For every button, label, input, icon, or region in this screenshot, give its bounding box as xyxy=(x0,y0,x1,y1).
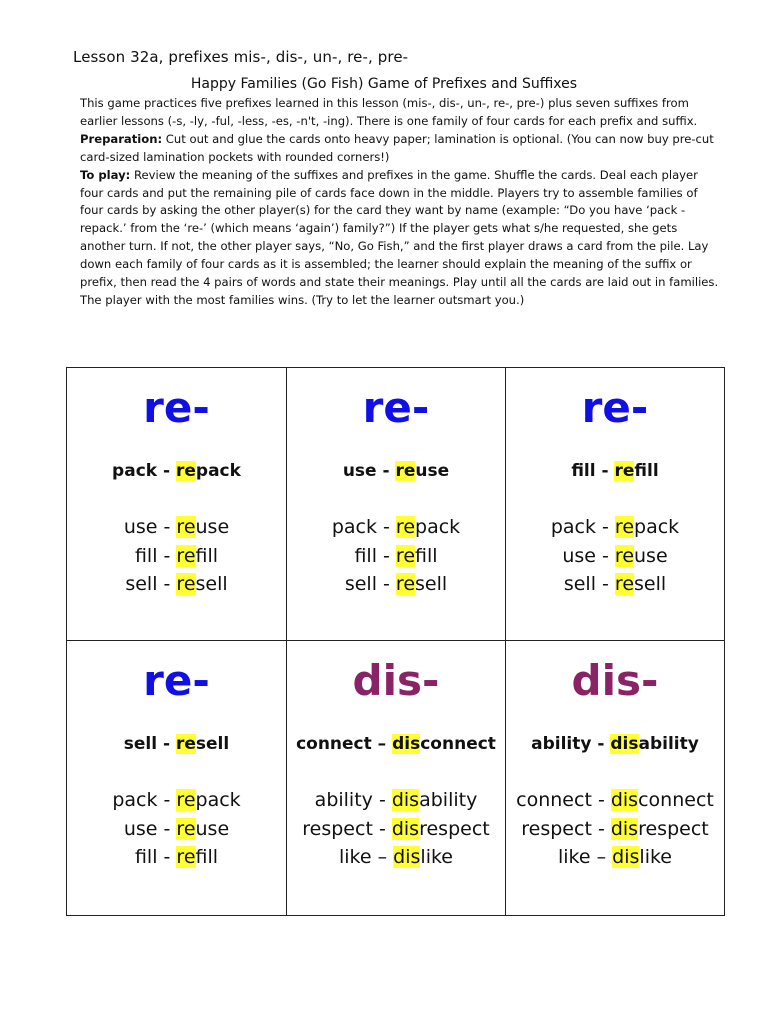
prefix-highlight: dis xyxy=(610,734,639,754)
prefix-highlight: dis xyxy=(391,817,420,840)
card-re-use xyxy=(287,368,506,641)
prefix-highlight: dis xyxy=(610,817,639,840)
card-pair: pack - repack xyxy=(331,516,461,538)
prefix-highlight: re xyxy=(176,789,196,811)
prefix-highlight: re xyxy=(176,846,196,868)
card-grid xyxy=(66,367,725,916)
card-pair: connect - disconnect xyxy=(516,789,714,811)
prefix-highlight: re xyxy=(395,573,416,595)
card-prefix: re- xyxy=(581,383,649,432)
to-play-paragraph xyxy=(80,167,720,310)
card-pair-list xyxy=(506,786,724,872)
card-pair: sell - resell xyxy=(344,573,448,595)
card-pair-list xyxy=(67,513,286,599)
prefix-highlight: re xyxy=(176,817,196,840)
card-pair: sell - resell xyxy=(563,573,667,595)
card-dis-ability xyxy=(506,641,724,915)
card-main-pair: ability - disability xyxy=(531,734,699,754)
card-re-fill xyxy=(506,368,724,641)
prefix-highlight: dis xyxy=(612,846,640,868)
lesson-title: Lesson 32a, prefixes mis-, dis-, un-, re-, pre- xyxy=(73,48,409,66)
card-pair: fill - refill xyxy=(134,544,219,567)
card-main-pair: fill - refill xyxy=(571,461,659,481)
prefix-highlight: re xyxy=(175,461,196,481)
prefix-highlight: re xyxy=(614,516,635,538)
card-prefix: dis- xyxy=(571,656,659,705)
to-play-text: Review the meaning of the suffixes and prefixes in the game. Shuffle the cards. Deal each player four cards and put the remaining pile of cards face down in the middle. Players try to assemble families of four cards by asking the other player(s) for the card they want by name (example: “Do you have ‘pack - repack.’ from the ‘re-’ (which means ‘again’) family?”) If the player gets what s/he requested, she gets another turn. If not, the other player says, “No, Go Fish,” and the first player draws a card from the pile. Lay down each family of four cards as it is assembled; the learner should explain the meaning of the suffix or prefix, then read the 4 pairs of words and state their meanings. Play until all the cards are laid out in families. The player with the most families wins. (Try to let the learner outsmart you.) xyxy=(80,167,719,307)
card-prefix: re- xyxy=(143,383,210,432)
prefix-highlight: dis xyxy=(392,734,421,754)
card-re-pack xyxy=(67,368,287,641)
card-main-pair: pack - repack xyxy=(112,461,241,481)
prefix-highlight: dis xyxy=(391,789,420,811)
card-pair: use - reuse xyxy=(123,516,230,538)
preparation-paragraph xyxy=(80,131,720,167)
prefix-highlight: re xyxy=(176,573,196,595)
card-pair: fill - refill xyxy=(134,846,219,868)
card-pair: use - reuse xyxy=(562,544,668,567)
preparation-label: Preparation: xyxy=(80,131,163,146)
to-play-label: To play: xyxy=(80,167,131,182)
card-prefix: re- xyxy=(362,383,430,432)
card-pair: pack - repack xyxy=(112,789,241,811)
card-pair: like – dislike xyxy=(339,846,453,868)
card-pair-list xyxy=(287,513,505,599)
prefix-highlight: re xyxy=(614,573,635,595)
card-pair: respect - disrespect xyxy=(302,817,490,840)
card-pair-list xyxy=(67,786,286,872)
prefix-highlight: dis xyxy=(393,846,421,868)
card-re-sell xyxy=(67,641,287,915)
prefix-highlight: re xyxy=(395,516,416,538)
card-pair: fill - refill xyxy=(354,544,438,567)
card-main-pair: sell - resell xyxy=(123,734,230,754)
card-prefix: dis- xyxy=(352,656,440,705)
card-dis-connect xyxy=(287,641,506,915)
prefix-highlight: re xyxy=(614,461,635,481)
card-prefix: re- xyxy=(143,656,210,705)
game-title: Happy Families (Go Fish) Game of Prefixes and Suffixes xyxy=(190,76,578,92)
card-main-pair: connect – disconnect xyxy=(296,734,496,754)
prefix-highlight: re xyxy=(614,544,635,567)
prefix-highlight: re xyxy=(176,544,196,567)
card-pair: ability - disability xyxy=(314,789,478,811)
card-pair: sell - resell xyxy=(125,573,228,595)
intro-paragraph: This game practices five prefixes learned in this lesson (mis-, dis-, un-, re-, pre-) plus seven suffixes from earlier lessons (-s, -ly, -ful, -less, -es, -n't, -ing). There is one family of four cards for each prefix and suffix. xyxy=(80,96,698,128)
prefix-highlight: re xyxy=(175,734,196,754)
prefix-highlight: re xyxy=(395,461,416,481)
prefix-highlight: re xyxy=(395,544,416,567)
card-pair: use - reuse xyxy=(123,817,230,840)
instructions xyxy=(80,95,720,310)
card-main-pair: use - reuse xyxy=(342,461,450,481)
card-pair: pack - repack xyxy=(550,516,680,538)
preparation-text: Cut out and glue the cards onto heavy paper; lamination is optional. (You can now buy pre-cut card-sized lamination pockets with rounded corners!) xyxy=(80,131,714,164)
card-pair: like – dislike xyxy=(558,846,672,868)
card-pair-list xyxy=(506,513,724,599)
prefix-highlight: re xyxy=(176,516,196,538)
card-pair: respect - disrespect xyxy=(521,817,709,840)
prefix-highlight: dis xyxy=(610,789,639,811)
card-pair-list xyxy=(287,786,505,872)
